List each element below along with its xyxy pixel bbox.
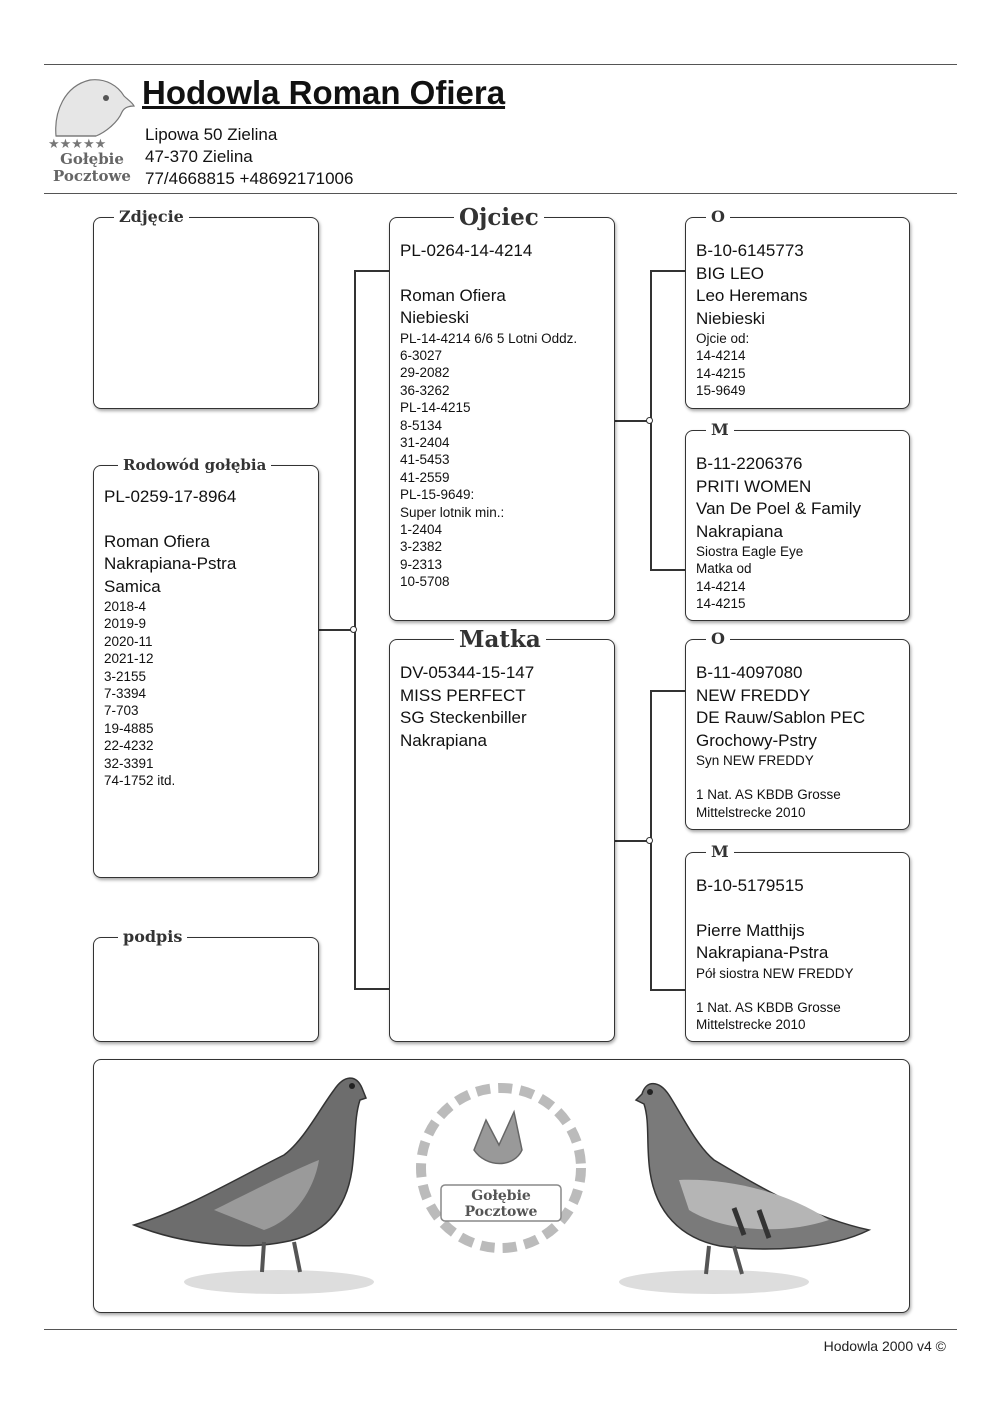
fm-name: PRITI WOMEN (696, 476, 812, 496)
father-note: 31-2404 (400, 434, 450, 450)
fm-note: Matka od (696, 561, 752, 577)
mf-legend: O (706, 631, 730, 647)
mf-box (685, 629, 910, 830)
mf-ring: B-11-4097080 (696, 663, 803, 682)
mm-note: Pół siostra NEW FREDDY (696, 965, 854, 981)
phone-line: 77/4668815 +48692171006 (145, 169, 354, 188)
pigeon-owner: Roman Ofiera (104, 531, 210, 551)
pigeon-box (93, 456, 319, 878)
pigeon-legend: Rodowód gołębia (118, 458, 271, 473)
mother-ring: DV-05344-15-147 (400, 663, 535, 682)
pigeon-note: 3-2155 (104, 668, 147, 684)
mother-legend: Matka (454, 628, 546, 651)
pigeon-head-logo-icon (44, 72, 136, 152)
father-note: 6-3027 (400, 347, 443, 363)
ff-note: 14-4215 (696, 365, 746, 381)
address-line-1: Lipowa 50 Zielina (145, 125, 278, 144)
mf-owner: DE Rauw/Sablon PEC (696, 708, 866, 727)
signature-legend: podpis (118, 929, 187, 945)
mm-color: Nakrapiana-Pstra (696, 943, 829, 962)
mother-color: Nakrapiana (400, 730, 487, 750)
father-note: 8-5134 (400, 417, 443, 433)
logo-text-2: Pocztowe (53, 167, 131, 185)
mf-color: Grochowy-Pstry (696, 730, 817, 750)
ff-content (696, 240, 903, 400)
logo (44, 72, 136, 184)
fm-note: 14-4214 (696, 578, 746, 594)
ff-ring: B-10-6145773 (696, 241, 804, 260)
signature-box (93, 927, 319, 1042)
mm-box (685, 842, 910, 1042)
fm-note: 14-4215 (696, 596, 746, 612)
ff-box (685, 207, 910, 409)
top-rule (44, 64, 957, 65)
photo-box (93, 207, 319, 409)
father-note: PL-15-9649: (400, 487, 475, 503)
pigeon-sex: Samica (104, 576, 161, 596)
mm-legend: M (706, 844, 734, 860)
pigeon-note: 22-4232 (104, 738, 154, 754)
pigeon-note: 7-703 (104, 703, 139, 719)
footer-text: Hodowla 2000 v4 © (823, 1338, 946, 1354)
pigeon-color: Nakrapiana-Pstra (104, 554, 237, 573)
ff-note: 14-4214 (696, 348, 746, 364)
ff-note: Ojcie od: (696, 331, 750, 346)
mother-box (389, 626, 615, 1042)
mf-note: Mittelstrecke 2010 (696, 804, 806, 820)
pigeon-note: 2018-4 (104, 599, 147, 614)
pigeon-note: 32-3391 (104, 755, 154, 771)
footer-rule (44, 1329, 957, 1330)
father-note: 10-5708 (400, 574, 450, 590)
photo-legend: Zdjęcie (114, 209, 189, 225)
emblem-text-2: Pocztowe (464, 1204, 538, 1220)
mm-content (696, 875, 903, 1034)
pigeon-note: 19-4885 (104, 720, 154, 736)
father-owner: Roman Ofiera (400, 285, 506, 305)
banner-art (94, 1060, 908, 1310)
mother-name: MISS PERFECT (400, 685, 526, 705)
father-note: Super lotnik min.: (400, 504, 505, 520)
mf-name: NEW FREDDY (696, 685, 811, 705)
banner-box (93, 1059, 910, 1313)
father-note: 1-2404 (400, 521, 443, 537)
father-ring: PL-0264-14-4214 (400, 241, 533, 260)
fm-box (685, 420, 910, 621)
page-title: Hodowla Roman Ofiera (142, 74, 506, 111)
fm-color: Nakrapiana (696, 521, 783, 541)
father-legend: Ojciec (454, 206, 544, 229)
ff-note: 15-9649 (696, 383, 746, 399)
pigeon-left-icon (134, 1078, 374, 1294)
header-rule (44, 193, 957, 194)
mf-note: Syn NEW FREDDY (696, 753, 814, 768)
father-note: 3-2382 (400, 539, 443, 555)
ff-color: Niebieski (696, 308, 765, 328)
mf-content (696, 662, 903, 821)
fm-ring: B-11-2206376 (696, 454, 803, 473)
pigeon-note: 7-3394 (104, 686, 147, 702)
mm-ring: B-10-5179515 (696, 876, 804, 895)
father-color: Niebieski (400, 308, 469, 327)
mm-note: 1 Nat. AS KBDB Grosse (696, 999, 841, 1015)
father-note: 36-3262 (400, 382, 450, 398)
fm-note: Siostra Eagle Eye (696, 544, 804, 559)
father-note: 29-2082 (400, 365, 450, 381)
father-note: PL-14-4214 6/6 5 Lotni Oddz. (400, 330, 578, 346)
pigeon-note: 74-1752 itd. (104, 773, 176, 789)
mm-note: Mittelstrecke 2010 (696, 1017, 806, 1033)
fm-legend: M (706, 422, 734, 438)
mother-owner: SG Steckenbiller (400, 708, 527, 727)
pigeon-right-icon (619, 1084, 869, 1294)
ff-legend: O (706, 209, 730, 225)
ff-name: BIG LEO (696, 263, 765, 283)
mother-content (400, 662, 608, 752)
father-note: 41-5453 (400, 452, 450, 468)
mf-note: 1 Nat. AS KBDB Grosse (696, 787, 841, 803)
ff-owner: Leo Heremans (696, 286, 808, 305)
laurel-emblem-icon (421, 1088, 581, 1248)
address-line-2: 47-370 Zielina (145, 147, 253, 166)
father-note: PL-14-4215 (400, 400, 471, 416)
pigeon-note: 2021-12 (104, 651, 154, 667)
father-note: 41-2559 (400, 469, 450, 485)
pigeon-ring: PL-0259-17-8964 (104, 487, 237, 506)
fm-content (696, 453, 903, 613)
father-box (389, 204, 615, 621)
emblem-text-1: Gołębie (471, 1188, 531, 1204)
logo-text-1: Gołębie (60, 150, 124, 168)
fm-owner: Van De Poel & Family (696, 499, 862, 518)
pigeon-note: 2019-9 (104, 616, 147, 632)
pigeon-content (104, 486, 312, 789)
mm-owner: Pierre Matthijs (696, 920, 805, 940)
father-content (400, 240, 608, 591)
pigeon-note: 2020-11 (104, 633, 153, 649)
father-note: 9-2313 (400, 556, 443, 572)
svg-text:★★★★★: ★★★★★ (48, 137, 107, 152)
